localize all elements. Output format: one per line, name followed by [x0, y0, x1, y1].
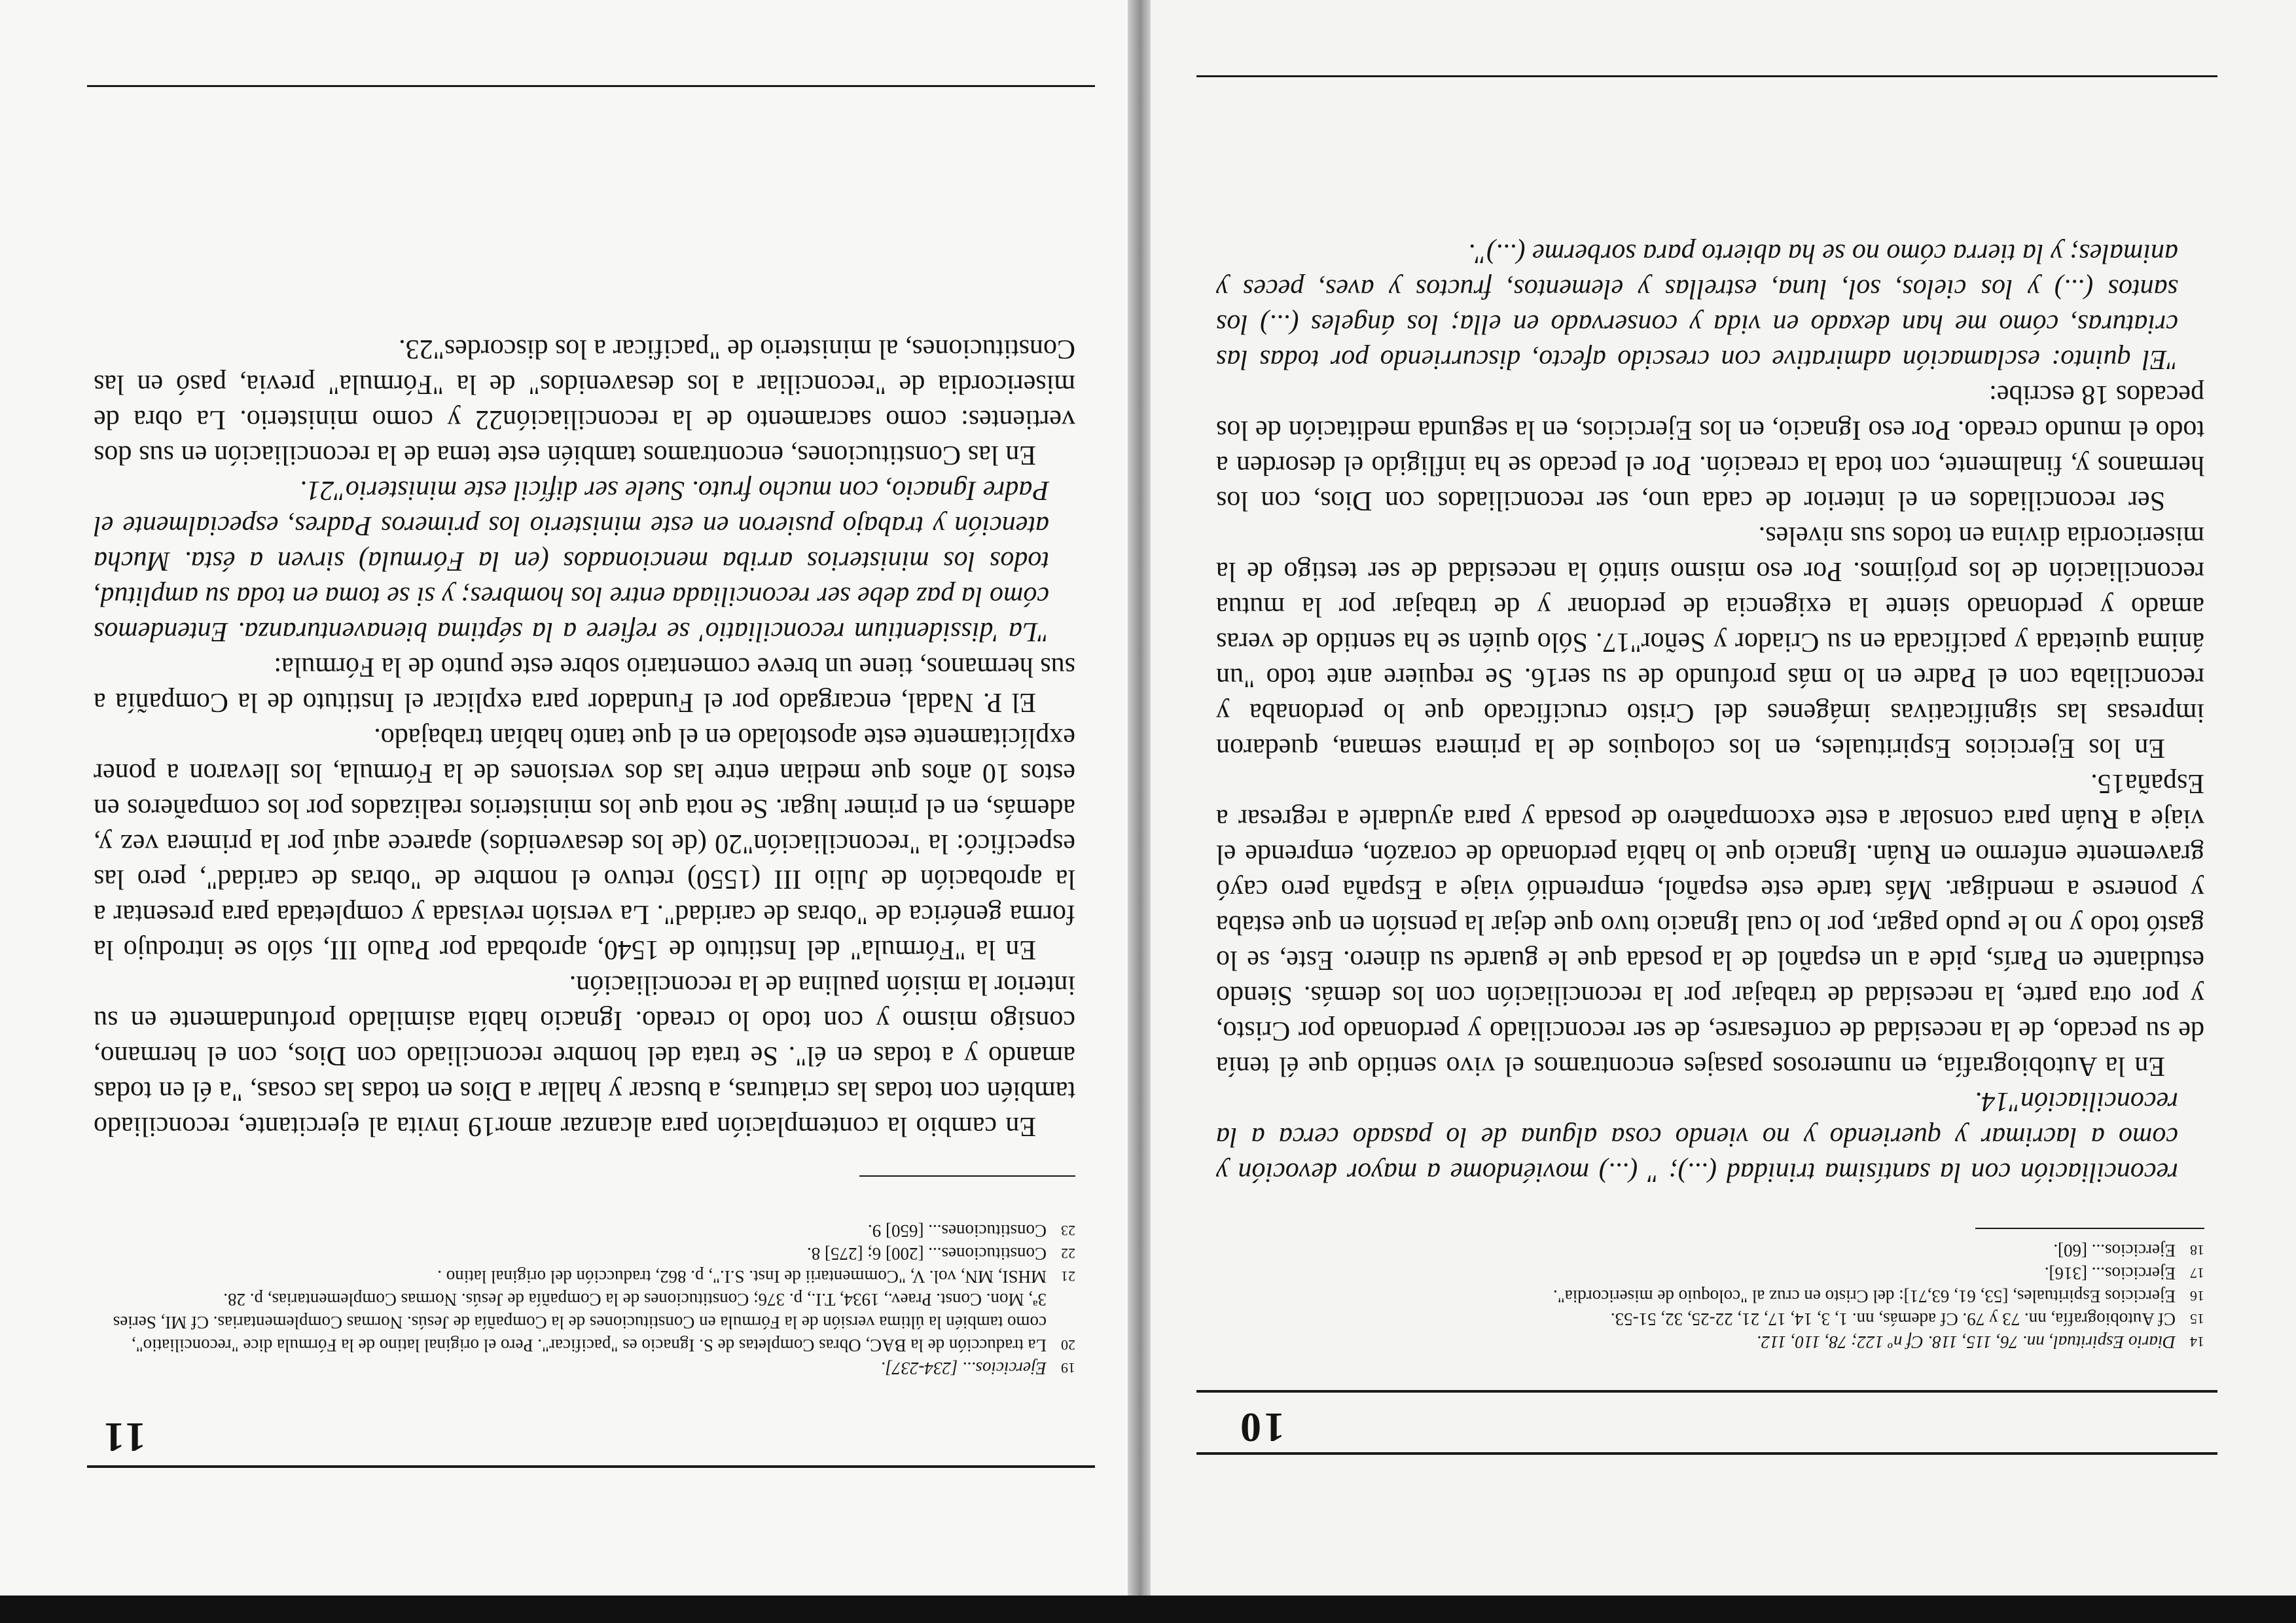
footnote: 16 Ejercicios Espirituales, [53, 61, 63,71]: del Cristo en cruz al "coloquio de misericordia". — [1552, 1287, 2204, 1306]
footnotes — [1210, 1239, 2204, 1353]
footnote: 15 Cf Autobiografía, nn. 73 y 79. Cf además, nn. 1, 3, 14, 17, 21, 22-25, 32, 51-53. — [1610, 1310, 2204, 1329]
header-rule-lower — [1196, 1390, 2217, 1393]
footnote: 20 La traducción de la BAC, Obras Completas de S. Ignacio es "pacificar". Pero el original latino de la Fórmula dice "reconciliatio", como también la última versión de la Fórmula en Constituciones de la Compañía de Jesús. Normas Complementarias. Cf MI, Series 3ª, Mon. Const. Praev., 1934, T.I., p. 376; Constituciones de la Compañía de Jesús. Normas Complementarias, p. 28. — [113, 1290, 1075, 1355]
page-number: 11 — [101, 1414, 146, 1461]
header-rule — [87, 1465, 1095, 1468]
footer-rule — [1196, 75, 2217, 77]
footnote-divider — [1975, 1228, 2204, 1229]
paragraph: En los Ejercicios Espirituales, en los coloquios de la primera semana, quedaron impresas las significativas imágenes del Cristo crucificado que lo perdonaba y reconciliaba con el Padre en lo más profundo de su ser16. Se requiere ante todo "un ánima quietada y pacificada en su Criador y Señor"17. Sólo quién se ha sentido de veras amado y perdonado siente la exigencia de perdonar y de trabajar por la mutua reconciliación de los prójimos. Por eso mismo sintió la necesidad de ser testigo de la misericordia divina en todos sus niveles. — [1216, 521, 2204, 763]
footnote: 14 Diario Espiritual, nn. 76, 115, 118. Cf nº 122; 78, 110, 112. — [1756, 1332, 2204, 1352]
footnote: 21 MHSI, MN, vol. V, "Commentarii de Inst. S.I.", p. 862, traducción del original latino . — [437, 1267, 1075, 1287]
book-gutter — [1128, 0, 1151, 1596]
quotation: "El quinto: esclamación admirative con crescido afecto, discurriendo por todas las criaturas, cómo me han dexado en vida y conservado en ella; los ángeles (...) los santos (...) y los cielos, sol, luna, estrellas y elementos, fructos y aves, peces y animales; y la tierra cómo no se ha abierto para sorberme (...)". — [1216, 238, 2178, 374]
quotation: "La 'dissidentium reconciliatio' se refiere a la séptima bienaventuranza. Entendemos cómo la paz debe ser reconciliada entre los hombres; y si se toma en toda su amplitud, todos los ministerios arriba mencionados (en la Fórmula) sirven a ésta. Mucha atención y trabajo pusieron en este ministerio los primeros Padres, especialmente el Padre Ignacio, con mucho fruto. Suele ser difícil este ministerio"21. — [94, 475, 1049, 647]
body-text — [1216, 236, 2204, 1190]
footnote: 22 Constituciones... [200] 6; [275] 8. — [807, 1244, 1075, 1264]
scanner-edge-bar — [0, 1596, 2296, 1623]
footnote: 17 Ejercicios... [316]. — [2044, 1264, 2204, 1283]
footnotes — [94, 1219, 1075, 1380]
page-number: 10 — [1238, 1404, 1285, 1451]
header-rule — [1196, 1452, 2217, 1455]
page-11 — [0, 0, 1128, 1596]
footnote: 23 Constituciones... [650] 9. — [868, 1221, 1075, 1241]
footnote: 19 Ejercicios... [234-237]. — [880, 1359, 1075, 1378]
paragraph: En la Autobiografía, en numerosos pasajes encontramos el vivo sentido que él tenía de su pecado, de la necesidad de confesarse, de ser reconciliado y perdonado por Cristo, y por otra parte, la necesidad de trabajar por la reconciliación con los demás. Siendo estudiante en París, pide a un español de la posada que le guarde su dinero. Este, se lo gastó todo y no le pudo pagar, por lo cual Ignacio tuvo que dejar la pensión en que estaba y ponerse a mendigar. Más tarde este español, emprendió viaje a España pero cayó gravemente enfermo en Ruán. Ignacio que lo había perdonado de corazón, emprende el viaje a Ruán para consolar a este excompañero de posada y para ayudarle a regresar a España15. — [1216, 768, 2204, 1081]
page-10 — [1151, 0, 2296, 1596]
paragraph: El P. Nadal, encargado por el Fundador para explicar el Instituto de la Compañía a sus hermanos, tiene un breve comentario sobre este punto de la Fórmula: — [94, 652, 1075, 717]
paragraph: En cambio la contemplación para alcanzar amor19 invita al ejercitante, reconciliado también con todas las criaturas, a buscar y hallar a Dios en todas las cosas, "a él en todas amando y a todas en él". Se trata del hombre reconciliado con Dios, con el hermano, consigo mismo y con todo lo creado. Ignacio había asimilado profundamente en su interior la misión paulina de la reconciliación. — [94, 970, 1075, 1141]
quotation: reconciliación con la santísima trinidad (...); " (...) moviéndome a mayor devoción y como a lacrimar y queriendo y no viendo cosa alguna de lo pasado cerca a la reconciliación"14. — [1216, 1086, 2178, 1187]
paragraph: En las Constituciones, encontramos también este tema de la reconciliación en sus dos vertientes: como sacramento de la reconciliación22 y como ministerio. La obra de misericordia de "reconciliar a los desavenidos" de la "Fórmula" previa, pasó en las Constituciones, al ministerio de "pacificar a los discordes"23. — [94, 334, 1075, 470]
footnote-divider — [859, 1175, 1075, 1177]
paragraph: Ser reconciliados en el interior de cada uno, ser reconciliados con Dios, con los hermanos y, finalmente, con toda la creación. Por el pecado se ha infligido el desorden a todo el mundo creado. Por eso Ignacio, en los Ejercicios, en la segunda meditación de los pecados 18 escribe: — [1216, 380, 2204, 516]
footnote: 18 Ejercicios... [60]. — [2053, 1241, 2204, 1260]
body-text — [94, 331, 1075, 1144]
footer-rule — [87, 85, 1095, 87]
paragraph: En la "Fórmula" del Instituto de 1540, aprobada por Paulo III, sólo se introdujo la forma genérica de "obras de caridad". La versión revisada y completada para presentar a la aprobación de Julio III (1550) retuvo el nombre de "obras de caridad", pero las especificó: la "reconciliación"20 (de los desavenidos) aparece aquí por la primera vez y, además, en el primer lugar. Se nota que los ministerios realizados por los compañeros en estos 10 años que median entre las dos versiones de la Fórmula, los llevaron a poner explícitamente este apostolado en el que tanto habían trabajado. — [94, 722, 1075, 965]
